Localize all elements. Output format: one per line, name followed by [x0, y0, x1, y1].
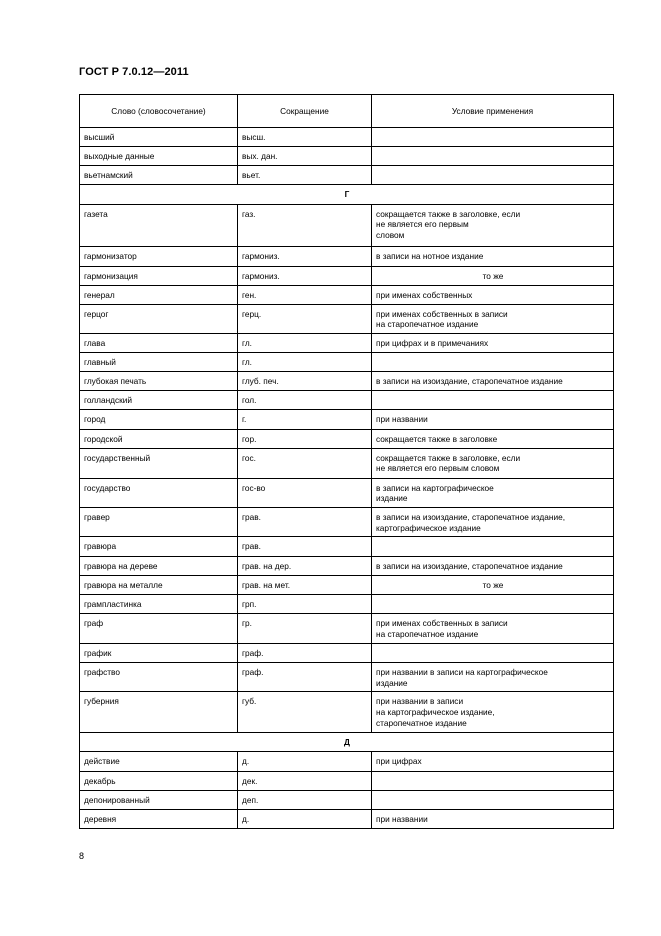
cell-abbreviation: гр. — [238, 614, 372, 644]
cell-condition: при цифрах — [372, 752, 614, 772]
cell-word: главный — [80, 352, 238, 371]
cell-condition — [372, 537, 614, 557]
cell-abbreviation: граф. — [238, 663, 372, 692]
table-row — [80, 409, 614, 429]
cell-abbreviation: грав. — [238, 507, 372, 536]
cell-abbreviation: гос. — [238, 448, 372, 478]
cell-abbreviation: герц. — [238, 304, 372, 333]
table-row — [80, 810, 614, 829]
table-row — [80, 128, 614, 147]
cell-word: графство — [80, 663, 238, 692]
cell-abbreviation: гармониз. — [238, 266, 372, 285]
cell-abbreviation: дек. — [238, 772, 372, 791]
cell-condition: при названии — [372, 810, 614, 829]
cell-abbreviation: грав. на мет. — [238, 576, 372, 595]
table-row — [80, 371, 614, 390]
table-body — [80, 128, 614, 829]
cell-word: глубокая печать — [80, 371, 238, 390]
table-row — [80, 614, 614, 644]
cell-condition: при цифрах и в примечаниях — [372, 333, 614, 352]
cell-word: государственный — [80, 448, 238, 478]
table-row — [80, 448, 614, 478]
column-header-word: Слово (словосочетание) — [80, 95, 238, 128]
table-header-row — [80, 95, 614, 128]
cell-abbreviation: гос-во — [238, 478, 372, 507]
cell-condition: сокращается также в заголовке — [372, 429, 614, 448]
cell-word: действие — [80, 752, 238, 772]
cell-abbreviation: ген. — [238, 285, 372, 304]
cell-condition — [372, 772, 614, 791]
cell-word: гравюра на дереве — [80, 557, 238, 576]
table-row — [80, 204, 614, 246]
table-row — [80, 146, 614, 165]
cell-word: высший — [80, 128, 238, 147]
table-row — [80, 390, 614, 409]
cell-condition: при именах собственных в записи на старопечатное издание — [372, 614, 614, 644]
cell-condition: в записи на изоиздание, старопечатное издание — [372, 371, 614, 390]
cell-word: граф — [80, 614, 238, 644]
table-row — [80, 595, 614, 614]
table-row — [80, 692, 614, 733]
cell-word: гравюра на металле — [80, 576, 238, 595]
document-title: ГОСТ Р 7.0.12—2011 — [79, 66, 189, 78]
cell-abbreviation: грав. на дер. — [238, 557, 372, 576]
cell-abbreviation: высш. — [238, 128, 372, 147]
cell-word: гравер — [80, 507, 238, 536]
cell-abbreviation: д. — [238, 752, 372, 772]
table-row — [80, 285, 614, 304]
cell-condition: в записи на картографическое издание — [372, 478, 614, 507]
cell-word: грампластинка — [80, 595, 238, 614]
cell-condition — [372, 128, 614, 147]
cell-condition: в записи на изоиздание, старопечатное издание — [372, 557, 614, 576]
table-row — [80, 333, 614, 352]
cell-condition — [372, 644, 614, 663]
cell-condition: в записи на нотное издание — [372, 246, 614, 266]
cell-condition — [372, 595, 614, 614]
cell-word: декабрь — [80, 772, 238, 791]
column-header-abbreviation: Сокращение — [238, 95, 372, 128]
table-row — [80, 266, 614, 285]
cell-condition: то же — [372, 576, 614, 595]
cell-word: график — [80, 644, 238, 663]
cell-abbreviation: гармониз. — [238, 246, 372, 266]
section-letter: Д — [80, 733, 614, 752]
table-row — [80, 507, 614, 536]
table-row — [80, 663, 614, 692]
cell-abbreviation: гол. — [238, 390, 372, 409]
table-row — [80, 557, 614, 576]
cell-condition: при названии в записи на картографическое издание — [372, 663, 614, 692]
page-number: 8 — [79, 851, 85, 861]
table-row — [80, 478, 614, 507]
cell-condition: сокращается также в заголовке, если не является его первым словом — [372, 204, 614, 246]
cell-abbreviation: г. — [238, 409, 372, 429]
cell-condition — [372, 146, 614, 165]
table-row — [80, 352, 614, 371]
table-row — [80, 752, 614, 772]
cell-word: город — [80, 409, 238, 429]
cell-abbreviation: вых. дан. — [238, 146, 372, 165]
cell-condition: при названии — [372, 409, 614, 429]
cell-word: глава — [80, 333, 238, 352]
cell-abbreviation: грав. — [238, 537, 372, 557]
table-row — [80, 791, 614, 810]
cell-condition — [372, 390, 614, 409]
table-row — [80, 772, 614, 791]
abbreviations-table — [79, 94, 614, 829]
table-row — [80, 537, 614, 557]
cell-condition — [372, 791, 614, 810]
cell-word: городской — [80, 429, 238, 448]
cell-abbreviation: гор. — [238, 429, 372, 448]
cell-word: гармонизатор — [80, 246, 238, 266]
table-row — [80, 576, 614, 595]
cell-word: герцог — [80, 304, 238, 333]
cell-word: государство — [80, 478, 238, 507]
cell-abbreviation: гл. — [238, 352, 372, 371]
cell-abbreviation: д. — [238, 810, 372, 829]
cell-condition: при именах собственных в записи на старопечатное издание — [372, 304, 614, 333]
cell-word: газета — [80, 204, 238, 246]
cell-condition: при названии в записи на картографическое издание, старопечатное издание — [372, 692, 614, 733]
table-row — [80, 644, 614, 663]
cell-abbreviation: вьет. — [238, 165, 372, 184]
cell-condition: в записи на изоиздание, старопечатное издание, картографическое издание — [372, 507, 614, 536]
cell-word: губерния — [80, 692, 238, 733]
cell-word: депонированный — [80, 791, 238, 810]
cell-condition: то же — [372, 266, 614, 285]
cell-abbreviation: газ. — [238, 204, 372, 246]
cell-condition — [372, 352, 614, 371]
section-letter: Г — [80, 184, 614, 204]
section-header-row — [80, 184, 614, 204]
table-row — [80, 429, 614, 448]
cell-word: выходные данные — [80, 146, 238, 165]
section-header-row — [80, 733, 614, 752]
cell-word: гравюра — [80, 537, 238, 557]
cell-word: генерал — [80, 285, 238, 304]
cell-abbreviation: губ. — [238, 692, 372, 733]
cell-abbreviation: гл. — [238, 333, 372, 352]
cell-word: голландский — [80, 390, 238, 409]
cell-abbreviation: грп. — [238, 595, 372, 614]
table-row — [80, 165, 614, 184]
table-row — [80, 246, 614, 266]
cell-word: гармонизация — [80, 266, 238, 285]
table-row — [80, 304, 614, 333]
column-header-condition: Условие применения — [372, 95, 614, 128]
cell-abbreviation: деп. — [238, 791, 372, 810]
cell-word: деревня — [80, 810, 238, 829]
cell-condition — [372, 165, 614, 184]
cell-abbreviation: глуб. печ. — [238, 371, 372, 390]
cell-condition: сокращается также в заголовке, если не является его первым словом — [372, 448, 614, 478]
cell-word: вьетнамский — [80, 165, 238, 184]
cell-abbreviation: граф. — [238, 644, 372, 663]
cell-condition: при именах собственных — [372, 285, 614, 304]
